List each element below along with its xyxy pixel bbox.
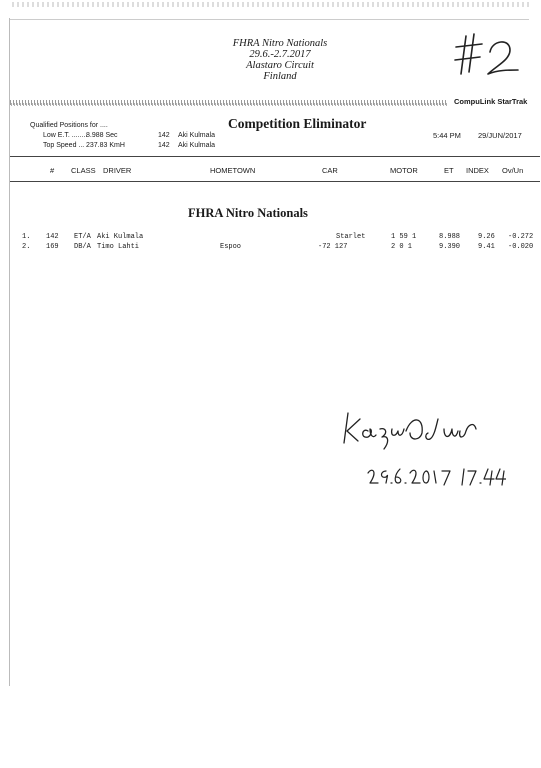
qualified-title: Qualified Positions for .... <box>30 122 108 129</box>
row-class: DB/A <box>74 243 91 251</box>
event-name: FHRA Nitro Nationals <box>232 38 328 49</box>
column-header-et: ET <box>444 166 454 175</box>
row-position: 1. <box>22 233 31 241</box>
row-car-number: 169 <box>46 243 59 251</box>
column-header-driver: DRIVER <box>103 166 132 175</box>
top-speed-car: 142 <box>158 142 170 149</box>
row-hometown: Espoo <box>220 243 242 251</box>
print-date: 29/JUN/2017 <box>478 131 522 140</box>
row-motor: 2 0 1 <box>391 243 413 251</box>
table-row <box>0 232 541 242</box>
handwritten-signature <box>340 405 500 450</box>
row-et: 8.988 <box>439 233 461 241</box>
top-speed-label: Top Speed ... <box>43 142 85 149</box>
column-header-car: CAR <box>322 166 338 175</box>
scan-artifact <box>12 2 532 7</box>
column-header-number: # <box>50 166 55 175</box>
row-over-under: -0.020 <box>508 243 534 251</box>
eliminator-title: Competition Eliminator <box>228 116 367 131</box>
event-header <box>180 38 380 82</box>
event-country: Finland <box>263 71 297 82</box>
low-et-label: Low E.T. ........ <box>43 132 88 139</box>
timing-banner-band-shade <box>10 103 448 106</box>
row-driver: Aki Kulmala <box>97 233 144 241</box>
column-header-hometown: HOMETOWN <box>210 166 256 175</box>
page-border-top <box>9 19 529 20</box>
column-header-motor: MOTOR <box>390 166 418 175</box>
row-car: -72 127 <box>318 243 348 251</box>
row-position: 2. <box>22 243 31 251</box>
timing-system-name: CompuLink StarTrak <box>454 97 528 106</box>
row-over-under: -0.272 <box>508 233 534 241</box>
row-et: 9.390 <box>439 243 461 251</box>
top-speed-driver: Aki Kulmala <box>178 142 215 149</box>
top-speed-value: 237.83 KmH <box>86 142 125 149</box>
column-header-ovun: Ov/Un <box>502 166 524 175</box>
row-class: ET/A <box>74 233 91 241</box>
row-motor: 1 59 1 <box>391 233 417 241</box>
column-header-index: INDEX <box>466 166 489 175</box>
column-header-rule-top <box>10 156 540 157</box>
low-et-car: 142 <box>158 132 170 139</box>
section-title: FHRA Nitro Nationals <box>188 206 308 220</box>
row-index: 9.41 <box>478 243 495 251</box>
row-car: Starlet <box>336 233 366 241</box>
event-dates: 29.6.-2.7.2017 <box>249 49 311 60</box>
row-index: 9.26 <box>478 233 495 241</box>
low-et-value: 8.988 Sec <box>86 132 118 139</box>
column-header-rule-bottom <box>10 181 540 182</box>
row-driver: Timo Lahti <box>97 243 140 251</box>
table-row <box>0 242 541 252</box>
column-header-class: CLASS <box>71 166 96 175</box>
handwritten-sheet-number <box>452 30 522 80</box>
handwritten-date-time <box>366 463 506 493</box>
page-border-left <box>9 18 10 686</box>
event-venue: Alastaro Circuit <box>246 60 314 71</box>
print-time: 5:44 PM <box>433 131 461 140</box>
row-car-number: 142 <box>46 233 59 241</box>
low-et-driver: Aki Kulmala <box>178 132 215 139</box>
